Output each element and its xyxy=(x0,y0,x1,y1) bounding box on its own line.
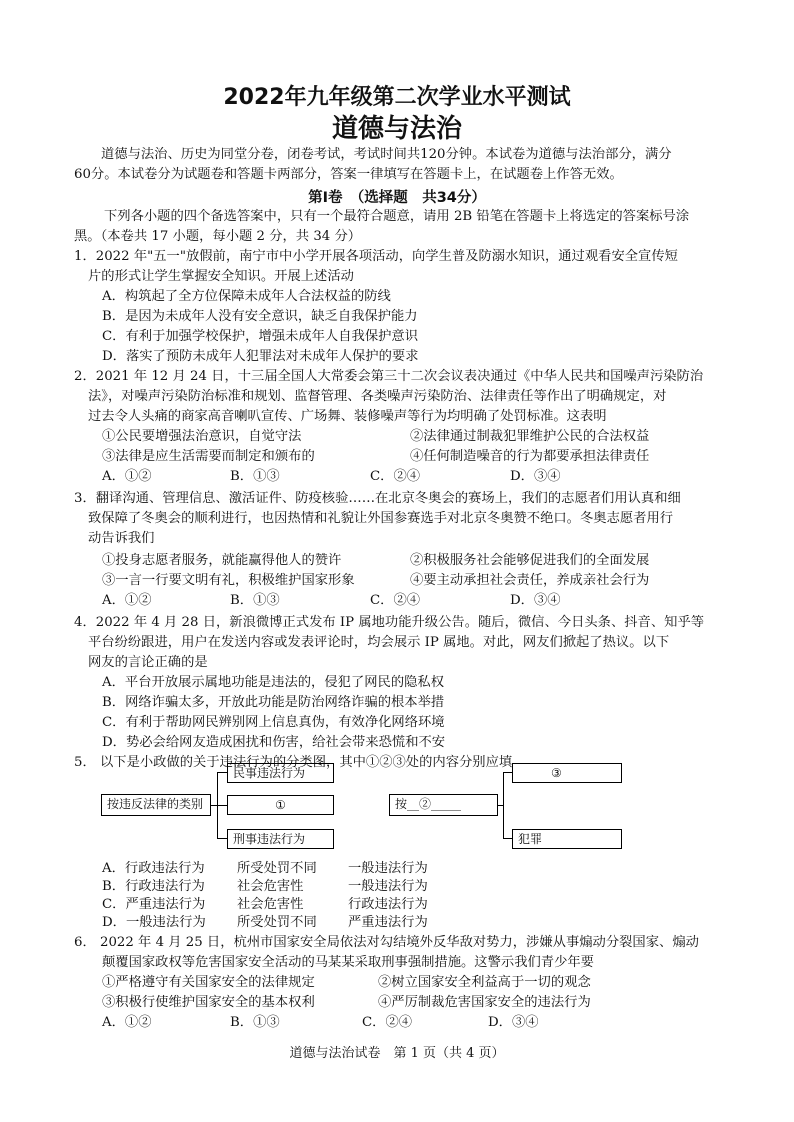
q6-statement-4: ④严厉制裁危害国家安全的违法行为 xyxy=(378,995,591,1010)
q4-stem-line3: 网友的言论正确的是 xyxy=(88,655,208,670)
q5-option-b-col1: B．行政违法行为 xyxy=(102,879,205,894)
q5-option-d-col3: 严重违法行为 xyxy=(348,915,428,930)
q3-stem-line2: 致保障了冬奥会的顺利进行，也因热情和礼貌让外国参赛选手对北京冬奥赞不绝口。冬奥志愿者用行 xyxy=(88,511,674,526)
q5-option-b-col3: 一般违法行为 xyxy=(348,879,428,894)
diagram-branch-blank-3 xyxy=(512,763,622,783)
diagram-root-label: 按违反法律的类别 xyxy=(107,797,204,811)
q1-stem-line1: 1．2022 年"五一"放假前，南宁市中小学开展各项活动，向学生普及防溺水知识，通过观看安全宣传短 xyxy=(74,249,678,264)
q5-option-c-col1: C．严重违法行为 xyxy=(102,897,206,912)
q3-option-a: A．①② xyxy=(102,593,152,608)
q6-statement-2: ②树立国家安全利益高于一切的观念 xyxy=(378,975,591,990)
diagram-blank-3-label: ③ xyxy=(551,766,562,780)
exam-note-line1: 道德与法治、历史为同堂分卷，闭卷考试，考试时间共120分钟。本试卷为道德与法治部分，满分 xyxy=(101,147,672,162)
q5-option-d-col1: D．一般违法行为 xyxy=(102,915,206,930)
diagram-root2-label: 按__②_____ xyxy=(395,797,462,811)
q5-option-c-col2: 社会危害性 xyxy=(237,897,304,912)
q6-option-a: A．①② xyxy=(102,1015,152,1030)
q6-statement-3: ③积极行使维护国家安全的基本权利 xyxy=(102,995,315,1010)
diagram-branch-crime xyxy=(512,829,622,849)
q1-option-d: D．落实了预防未成年人犯罪法对未成年人保护的要求 xyxy=(102,349,419,364)
section-instruction-line2: 黑。（本卷共 17 小题，每小题 2 分，共 34 分） xyxy=(74,229,362,244)
q5-option-a-col2: 所受处罚不同 xyxy=(237,861,317,876)
q3-option-b: B．①③ xyxy=(230,593,280,608)
diagram-branch-civil xyxy=(227,763,334,783)
q2-option-b: B．①③ xyxy=(230,469,280,484)
q5-option-b-col2: 社会危害性 xyxy=(237,879,304,894)
subject-title: 道德与法治 xyxy=(331,114,462,144)
q1-option-b: B．是因为未成年人没有安全意识，缺乏自我保护能力 xyxy=(102,309,418,324)
q1-stem-line2: 片的形式让学生掌握安全知识。开展上述活动 xyxy=(88,269,354,284)
diagram-branch-crime-label: 犯罪 xyxy=(518,832,543,846)
q2-statement-3: ③法律是应生活需要而制定和颁布的 xyxy=(102,449,315,464)
q6-stem-line2: 颠覆国家政权等危害国家安全活动的马某某采取刑事强制措施。这警示我们青少年要 xyxy=(102,955,594,970)
page-footer: 道德与法治试卷 第 1 页（共 4 页） xyxy=(289,1046,505,1061)
diagram-branch-criminal-label: 刑事违法行为 xyxy=(233,832,306,846)
q2-stem-line2: 法》，对噪声污染防治标准和规划、监督管理、各类噪声污染防治、法律责任等作出了明确规定，对 xyxy=(88,389,667,404)
q4-option-d: D．势必会给网友造成困扰和伤害，给社会带来恐慌和不安 xyxy=(102,735,446,750)
q3-statement-2: ②积极服务社会能够促进我们的全面发展 xyxy=(410,553,650,568)
diagram-branch-criminal xyxy=(227,829,334,849)
q4-stem-line1: 4．2022 年 4 月 28 日，新浪微博正式发布 IP 属地功能升级公告。随后，微信、今日头条、抖音、知乎等 xyxy=(74,615,705,630)
exam-title: 2022年九年级第二次学业水平测试 xyxy=(223,85,571,110)
q5-option-c-col3: 行政违法行为 xyxy=(348,897,428,912)
q3-option-d: D．③④ xyxy=(510,593,561,608)
q2-option-a: A．①② xyxy=(102,469,152,484)
q6-statement-1: ①严格遵守有关国家安全的法律规定 xyxy=(102,975,315,990)
q3-stem-line3: 动告诉我们 xyxy=(88,531,155,546)
q6-option-b: B．①③ xyxy=(230,1015,280,1030)
q3-statement-3: ③一言一行要文明有礼，积极维护国家形象 xyxy=(102,573,355,588)
diagram-root2-box xyxy=(389,794,498,816)
q4-option-a: A．平台开放展示属地功能是违法的，侵犯了网民的隐私权 xyxy=(102,675,445,690)
q4-stem-line2: 平台纷纷跟进，用户在发送内容或发表评论时，均会展示 IP 属地。对此，网友们掀起了热议。以下 xyxy=(88,635,670,650)
diagram-connector xyxy=(217,772,227,773)
q3-statement-4: ④要主动承担社会责任，养成亲社会行为 xyxy=(410,573,650,588)
diagram-connector xyxy=(217,838,227,839)
q5-option-d-col2: 所受处罚不同 xyxy=(237,915,317,930)
diagram-connector xyxy=(217,805,227,806)
q2-option-d: D．③④ xyxy=(510,469,561,484)
diagram-branch-civil-label: 民事违法行为 xyxy=(233,766,306,780)
q6-option-c: C．②④ xyxy=(362,1015,413,1030)
diagram-connector xyxy=(503,838,512,839)
exam-note-line2: 60分。本试卷分为试题卷和答题卡两部分，答案一律填写在答题卡上，在试题卷上作答无效。 xyxy=(74,167,623,182)
q4-option-b: B．网络诈骗太多，开放此功能是防治网络诈骗的根本举措 xyxy=(102,695,445,710)
section-title: 第Ⅰ卷 （选择题 共34分） xyxy=(308,190,486,206)
diagram-branch-blank-1 xyxy=(227,795,334,815)
q2-stem-line3: 过去令人头痛的商家高音喇叭宣传、广场舞、装修噪声等行为均明确了处罚标准。这表明 xyxy=(88,409,607,424)
q3-option-c: C．②④ xyxy=(370,593,421,608)
diagram-blank-1-label: ① xyxy=(275,798,286,812)
q1-option-a: A．构筑起了全方位保障未成年人合法权益的防线 xyxy=(102,289,391,304)
q3-stem-line1: 3．翻译沟通、管理信息、激活证件、防疫核验……在北京冬奥会的赛场上，我们的志愿者们用认真和细 xyxy=(74,491,681,506)
q5-option-a-col1: A．行政违法行为 xyxy=(102,861,205,876)
q5-stem: 5． 以下是小政做的关于违法行为的分类图，其中①②③处的内容分别应填 xyxy=(74,755,513,770)
q2-statement-4: ④任何制造噪音的行为都要承担法律责任 xyxy=(410,449,650,464)
q6-stem-line1: 6． 2022 年 4 月 25 日，杭州市国家安全局依法对勾结境外反华敌对势力，涉嫌从事煽动分裂国家、煽动 xyxy=(74,935,699,950)
diagram-bracket xyxy=(503,772,504,838)
q2-stem-line1: 2．2021 年 12 月 24 日，十三届全国人大常委会第三十二次会议表决通过《中华人民共和国噪声污染防治 xyxy=(74,369,704,384)
q2-statement-1: ①公民要增强法治意识，自觉守法 xyxy=(102,429,302,444)
q6-option-d: D．③④ xyxy=(488,1015,539,1030)
q5-option-a-col3: 一般违法行为 xyxy=(348,861,428,876)
section-instruction-line1: 下列各小题的四个备选答案中，只有一个最符合题意，请用 2B 铅笔在答题卡上将选定的答案标号涂 xyxy=(104,209,690,224)
q4-option-c: C．有利于帮助网民辨别网上信息真伪，有效净化网络环境 xyxy=(102,715,445,730)
diagram-root-box xyxy=(101,794,211,816)
diagram-connector xyxy=(503,772,512,773)
q3-statement-1: ①投身志愿者服务，就能赢得他人的赞许 xyxy=(102,553,342,568)
q1-option-c: C．有利于加强学校保护，增强未成年人自我保护意识 xyxy=(102,329,419,344)
q2-statement-2: ②法律通过制裁犯罪维护公民的合法权益 xyxy=(410,429,650,444)
q2-option-c: C．②④ xyxy=(370,469,421,484)
